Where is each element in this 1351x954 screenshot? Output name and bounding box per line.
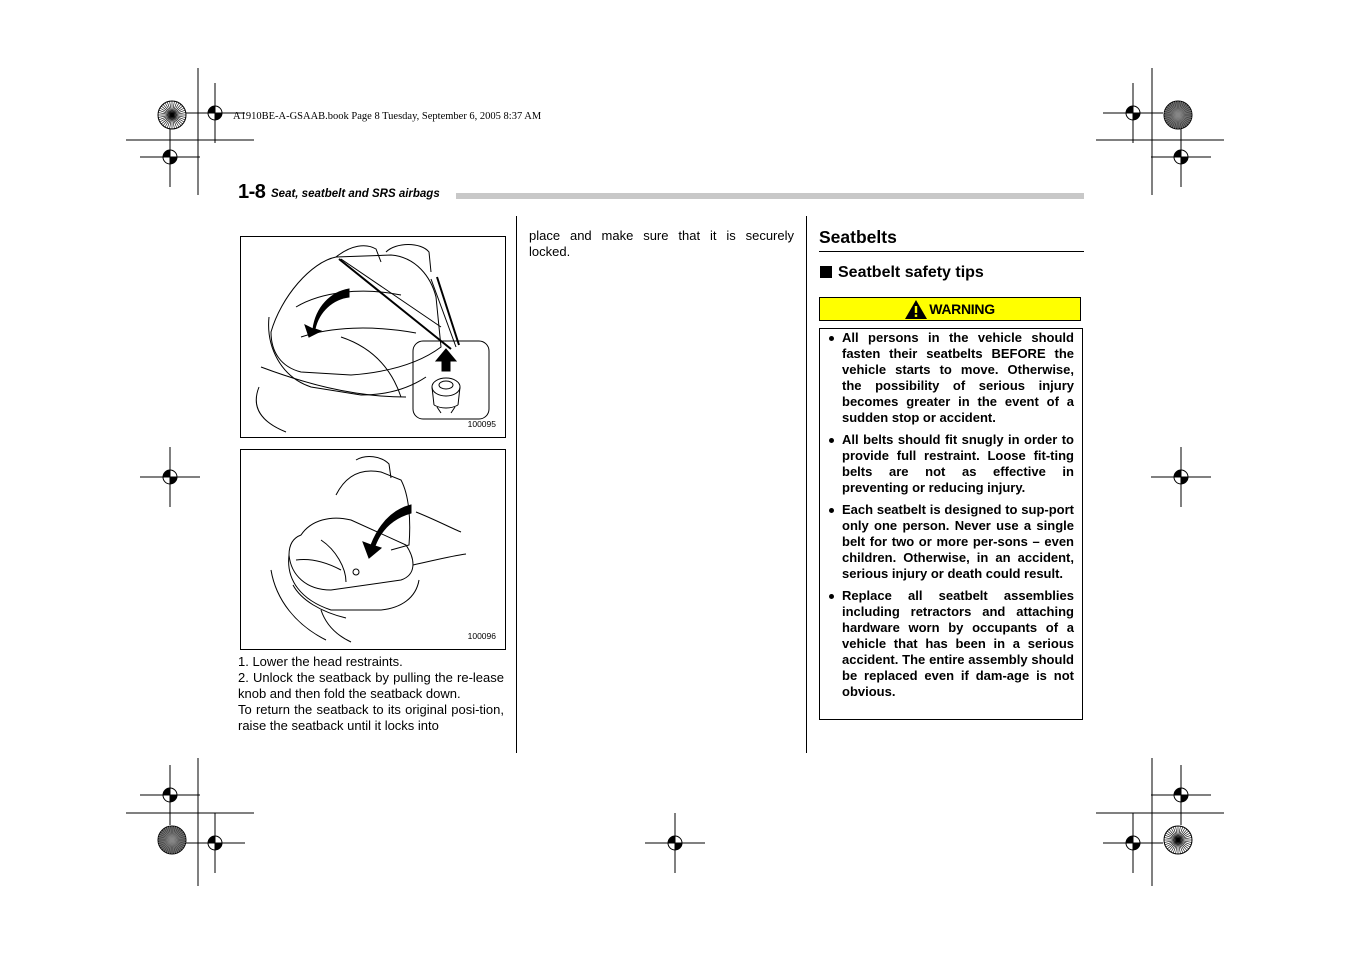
middle-column-text [529, 228, 794, 260]
figure-id: 100095 [467, 419, 496, 429]
subsection-title [820, 264, 984, 282]
warning-list [820, 330, 1082, 700]
page-number: 1-8 [238, 181, 266, 203]
registration-crosshair-icon [140, 447, 200, 507]
continued-text: place and make sure that it is securely locked. [529, 228, 794, 259]
registration-rosette-icon [1164, 101, 1192, 129]
figure-id: 100096 [467, 631, 496, 641]
registration-crosshair-icon [185, 813, 245, 873]
registration-crosshair-icon [645, 813, 705, 873]
column-divider [806, 216, 807, 753]
warning-triangle-icon [905, 300, 927, 319]
file-info: A1910BE-A-GSAAB.book Page 8 Tuesday, September 6, 2005 8:37 AM [233, 111, 542, 122]
registration-crosshair-icon [1151, 765, 1211, 825]
registration-crosshair-icon [1103, 813, 1163, 873]
registration-crosshair-icon [1151, 127, 1211, 187]
seatback-fold-illustration [241, 450, 505, 649]
warning-box [819, 328, 1083, 720]
warning-item: Replace all seatbelt assemblies including retractors and attaching hardware worn by occupants of a vehicle that has been in a serious accident. The entire assembly should be replaced even if dam-age is not obvious. [820, 588, 1082, 700]
registration-crosshair-icon [140, 765, 200, 825]
warning-label: WARNING [929, 301, 995, 317]
header-bar [456, 193, 1084, 199]
return-seatback-text: To return the seatback to its original posi-tion, raise the seatback until it locks into [238, 702, 504, 733]
registration-rosette-icon [1164, 826, 1192, 854]
warning-item: All belts should fit snugly in order to provide full restraint. Loose fit-ting belts are not as effective in preventing or reducing injury. [820, 432, 1082, 496]
step-lower-head-restraints: 1. Lower the head restraints. [238, 654, 403, 669]
section-rule [819, 251, 1084, 252]
warning-item: All persons in the vehicle should fasten their seatbelts BEFORE the vehicle starts to move. Otherwise, the possibility of serious injury becomes greater in the event of a sudden stop or accident. [820, 330, 1082, 426]
step-unlock-seatback: 2. Unlock the seatback by pulling the re-lease knob and then fold the seatback down. [238, 670, 504, 701]
warning-header [819, 297, 1081, 321]
figure-seatback-fold [240, 449, 506, 650]
rear-seat-illustration [241, 237, 505, 437]
registration-crosshair-icon [140, 127, 200, 187]
registration-rosette-icon [158, 826, 186, 854]
registration-crosshair-icon [1103, 83, 1163, 143]
column-divider [516, 216, 517, 753]
chapter-title: Seat, seatbelt and SRS airbags [271, 188, 440, 200]
registration-rosette-icon [158, 101, 186, 129]
square-bullet-icon [820, 266, 832, 278]
left-column-text [238, 654, 504, 734]
warning-item: Each seatbelt is designed to sup-port only one person. Never use a single belt for two or more per-sons – even children. Otherwise, in an accident, serious injury or death could result. [820, 502, 1082, 582]
subsection-label: Seatbelt safety tips [838, 264, 984, 281]
figure-rear-seat-release [240, 236, 506, 438]
section-title: Seatbelts [819, 227, 897, 247]
registration-crosshair-icon [1151, 447, 1211, 507]
